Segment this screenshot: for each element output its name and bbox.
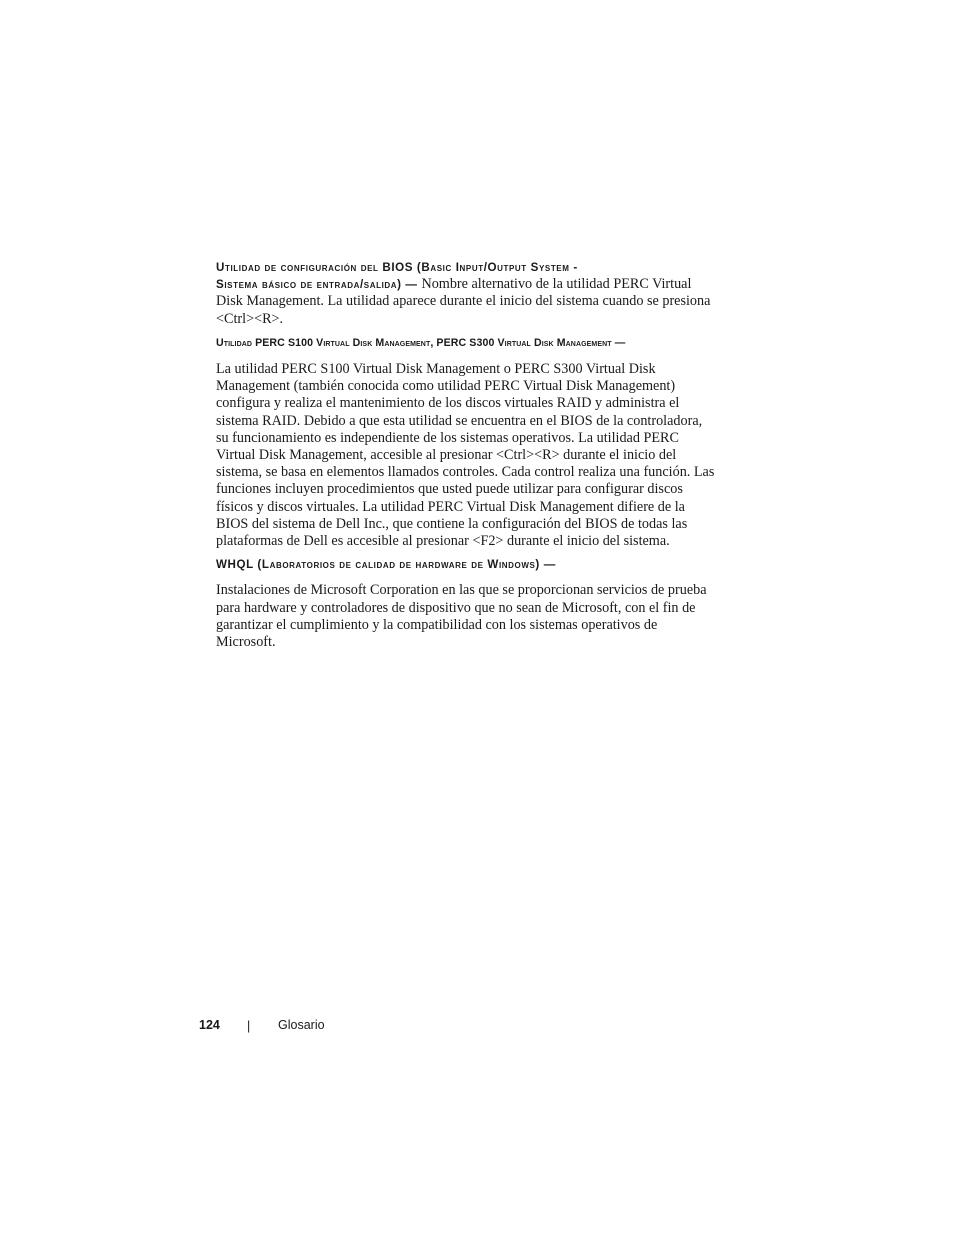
glossary-definition: Instalaciones de Microsoft Corporation en las que se proporcionan servicios de prueba para hardware y controladores de dispositivo que no sean de Microsoft, con el fin de garantizar el cumplimiento y la compatibilidad con los sistemas operativos de Microsoft. (216, 582, 707, 651)
glossary-definition: Nombre alternativo de la utilidad PERC Virtual Disk Management. La utilidad aparece durante el inicio del sistema cuando se presiona <Ctrl><R>. (216, 276, 711, 327)
glossary-term-line (216, 556, 716, 573)
glossary-term: Utilidad PERC S100 Virtual Disk Management, PERC S300 Virtual Disk Management — (216, 336, 626, 349)
glossary-entry-whql (216, 556, 716, 651)
glossary-entry-perc-vdm (216, 334, 716, 550)
section-name: Glosario (278, 1018, 325, 1032)
glossary-term: WHQL (Laboratorios de calidad de hardware de Windows) — (216, 558, 556, 572)
glossary-content (216, 259, 716, 657)
glossary-definition: La utilidad PERC S100 Virtual Disk Management o PERC S300 Virtual Disk Management (también conocida como utilidad PERC Virtual Disk Management) configura y realiza el mantenimiento de los discos virtuales RAID y administra el sistema RAID. Debido a que esta utilidad se encuentra en el BIOS de la controladora, su funcionamiento es independiente de los sistemas operativos. La utilidad PERC Virtual Disk Management, accesible al presionar <Ctrl><R> durante el inicio del sistema, se basa en elementos llamados controles. Cada control realiza una función. Las funciones incluyen procedimientos que usted puede utilizar para configurar discos físicos y discos virtuales. La utilidad PERC Virtual Disk Management difiere de la BIOS del sistema de Dell Inc., que contiene la configuración del BIOS de todas las plataformas de Dell es accesible al presionar <F2> durante el inicio del sistema. (216, 361, 715, 550)
glossary-term-line (216, 334, 716, 352)
page-number: 124 (199, 1018, 220, 1032)
glossary-term-continued: Sistema básico de entrada/salida) — (216, 278, 422, 292)
glossary-term: Utilidad de configuración del BIOS (Basic Input/Output System - (216, 261, 578, 274)
footer-separator: | (247, 1019, 251, 1033)
glossary-entry-bios-setup (216, 259, 716, 328)
